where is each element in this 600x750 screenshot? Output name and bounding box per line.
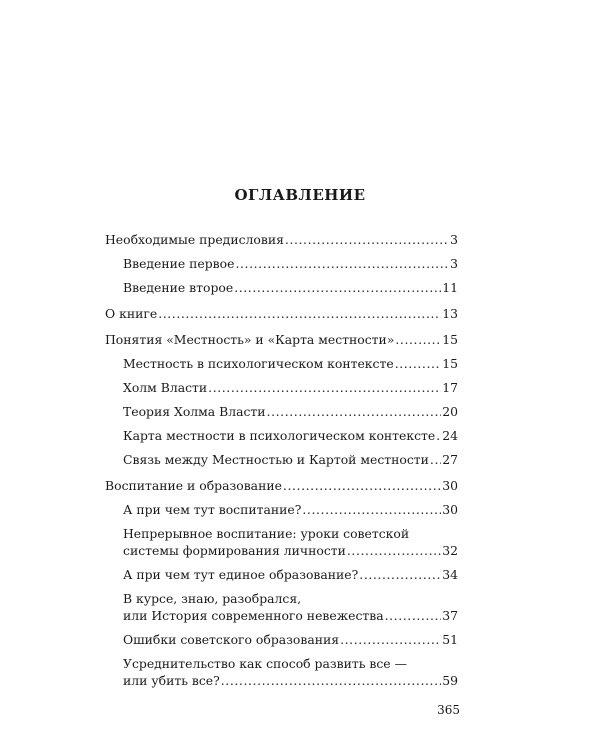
toc-page-number: 15: [442, 332, 458, 347]
toc-page-number: 15: [442, 356, 458, 371]
dot-leader: [395, 357, 442, 371]
dot-leader: [347, 544, 441, 558]
toc-entry-title: системы формирования личности: [123, 543, 346, 558]
toc-subsection-entry[interactable]: [105, 657, 458, 688]
toc-entry-title: Воспитание и образование: [105, 478, 282, 493]
dot-leader: [285, 233, 449, 247]
dot-leader: [359, 568, 441, 582]
toc-section: [105, 307, 458, 321]
toc-entry-title: А при чем тут воспитание?: [123, 502, 302, 517]
toc-page-number: 59: [442, 673, 458, 688]
toc-section: [105, 479, 458, 688]
toc-page-number: 13: [442, 306, 458, 321]
toc-entry-title: Введение первое: [123, 256, 235, 271]
toc-entry-title: Понятия «Местность» и «Карта местности»: [105, 332, 395, 347]
toc-entry-title: Холм Власти: [123, 380, 208, 395]
table-of-contents: [105, 233, 458, 700]
toc-subsection-entry[interactable]: [105, 527, 458, 558]
toc-subsection-entry[interactable]: [105, 405, 458, 419]
toc-heading: ОГЛАВЛЕНИЕ: [234, 186, 366, 204]
toc-entry-title: или убить все?: [123, 673, 220, 688]
dot-leader: [430, 453, 441, 467]
toc-page-number: 30: [442, 478, 458, 493]
dot-leader: [436, 429, 441, 443]
dot-leader: [221, 674, 441, 688]
toc-page-number: 3: [450, 256, 458, 271]
toc-subsection-entry[interactable]: [105, 592, 458, 623]
toc-subsection-entry[interactable]: [105, 257, 458, 271]
toc-entry-title: Связь между Местностью и Картой местности: [123, 452, 429, 467]
dot-leader: [340, 633, 441, 647]
toc-subsection-entry[interactable]: [105, 429, 458, 443]
toc-entry-title: Введение второе: [123, 280, 234, 295]
toc-page-number: 17: [442, 380, 458, 395]
toc-page-number: 34: [442, 567, 458, 582]
toc-entry-title: Усреднительство как способ развить все —: [123, 656, 407, 671]
dot-leader: [235, 257, 449, 271]
dot-leader: [208, 381, 441, 395]
toc-page-number: 32: [442, 543, 458, 558]
dot-leader: [283, 479, 441, 493]
toc-subsection-entry[interactable]: [105, 357, 458, 371]
dot-leader: [395, 333, 441, 347]
toc-entry-title: В курсе, знаю, разобрался,: [123, 591, 302, 606]
toc-section: [105, 333, 458, 467]
toc-entry-title: Теория Холма Власти: [123, 404, 266, 419]
toc-subsection-entry[interactable]: [105, 503, 458, 517]
toc-page-number: 30: [442, 502, 458, 517]
toc-chapter-entry[interactable]: [105, 307, 458, 321]
dot-leader: [267, 405, 442, 419]
toc-entry-title: Карта местности в психологическом контексте: [123, 428, 436, 443]
toc-page-number: 24: [442, 428, 458, 443]
toc-chapter-entry[interactable]: [105, 333, 458, 347]
toc-chapter-entry[interactable]: [105, 233, 458, 247]
toc-entry-title: или История современного невежества: [123, 608, 384, 623]
toc-page-number: 20: [442, 404, 458, 419]
toc-section: [105, 233, 458, 295]
toc-subsection-entry[interactable]: [105, 453, 458, 467]
dot-leader: [158, 307, 441, 321]
toc-page-number: 3: [450, 232, 458, 247]
toc-page-number: 51: [442, 632, 458, 647]
toc-entry-title: А при чем тут единое образование?: [123, 567, 359, 582]
dot-leader: [234, 281, 441, 295]
page-number: 365: [437, 703, 460, 717]
toc-subsection-entry[interactable]: [105, 633, 458, 647]
dot-leader: [385, 609, 442, 623]
toc-page-number: 37: [442, 608, 458, 623]
toc-page-number: 27: [442, 452, 458, 467]
toc-subsection-entry[interactable]: [105, 568, 458, 582]
toc-page-number: 11: [442, 280, 458, 295]
toc-chapter-entry[interactable]: [105, 479, 458, 493]
toc-entry-title: О книге: [105, 306, 158, 321]
dot-leader: [302, 503, 441, 517]
toc-entry-title: Непрерывное воспитание: уроки советской: [123, 526, 410, 541]
toc-subsection-entry[interactable]: [105, 381, 458, 395]
toc-entry-title: Необходимые предисловия: [105, 232, 284, 247]
toc-entry-title: Местность в психологическом контексте: [123, 356, 394, 371]
toc-entry-title: Ошибки советского образования: [123, 632, 340, 647]
toc-subsection-entry[interactable]: [105, 281, 458, 295]
